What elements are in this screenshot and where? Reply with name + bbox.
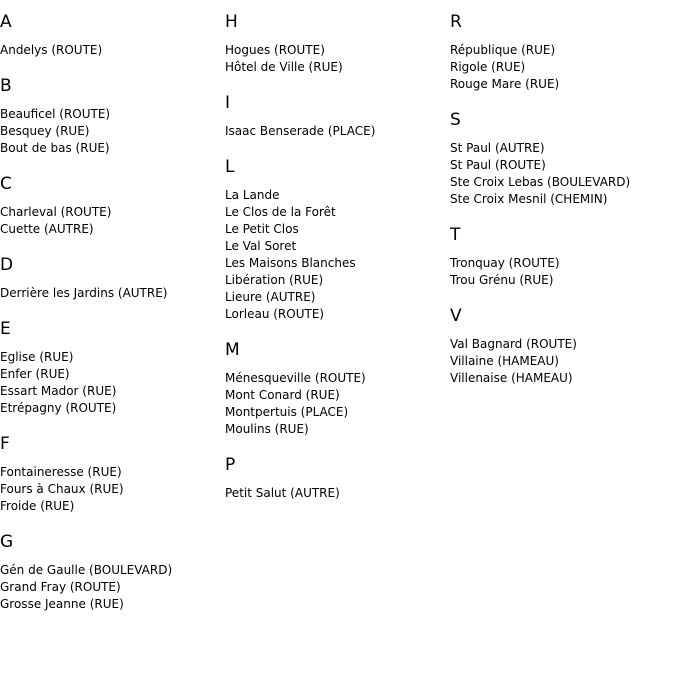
street-list [0, 204, 225, 238]
street-item: Ste Croix Mesnil (CHEMIN) [450, 192, 608, 206]
street-item: Bout de bas (RUE) [0, 141, 110, 155]
street-item: Montpertuis (PLACE) [225, 405, 349, 419]
street-item: La Lande [225, 188, 280, 202]
street-item: Beauficel (ROUTE) [0, 107, 111, 121]
street-list [0, 349, 225, 417]
letter-group [450, 225, 675, 289]
street-item: Le Clos de la Forêt [225, 205, 336, 219]
street-list [450, 42, 675, 93]
letter-heading: C [0, 174, 12, 194]
street-item: Enfer (RUE) [0, 367, 70, 381]
street-item: Rigole (RUE) [450, 60, 526, 74]
street-item: Villaine (HAMEAU) [450, 354, 559, 368]
street-item: Villenaise (HAMEAU) [450, 371, 573, 385]
street-item: Moulins (RUE) [225, 422, 309, 436]
street-item: St Paul (AUTRE) [450, 141, 545, 155]
street-item: Eglise (RUE) [0, 350, 74, 364]
letter-heading: L [225, 157, 235, 177]
letter-group [0, 319, 225, 417]
street-list [225, 370, 450, 438]
street-item: Cuette (AUTRE) [0, 222, 94, 236]
street-index-column-2 [225, 12, 450, 519]
street-item: Tronquay (ROUTE) [450, 256, 560, 270]
street-item: Hogues (ROUTE) [225, 43, 325, 57]
letter-heading: G [0, 532, 14, 552]
letter-heading: R [450, 12, 462, 32]
letter-group [225, 157, 450, 323]
street-item: Libération (RUE) [225, 273, 324, 287]
street-item: Lorleau (ROUTE) [225, 307, 325, 321]
street-list [450, 140, 675, 208]
street-list [0, 562, 225, 613]
letter-group [0, 532, 225, 613]
letter-group [225, 455, 450, 502]
letter-heading: H [225, 12, 238, 32]
street-list [0, 106, 225, 157]
street-list [450, 255, 675, 289]
street-index-column-1 [0, 12, 225, 630]
street-index-column-3 [450, 12, 675, 404]
letter-heading: F [0, 434, 10, 454]
street-item: Etrépagny (ROUTE) [0, 401, 117, 415]
street-list [225, 187, 450, 323]
street-item: Essart Mador (RUE) [0, 384, 117, 398]
street-list [0, 42, 225, 59]
letter-group [0, 255, 225, 302]
letter-group [225, 93, 450, 140]
street-list [0, 464, 225, 515]
letter-group [225, 340, 450, 438]
letter-heading: A [0, 12, 12, 32]
street-item: Grosse Jeanne (RUE) [0, 597, 124, 611]
letter-group [450, 110, 675, 208]
letter-group [0, 12, 225, 59]
letter-group [0, 174, 225, 238]
street-item: Les Maisons Blanches [225, 256, 356, 270]
letter-group [450, 12, 675, 93]
street-item: République (RUE) [450, 43, 556, 57]
street-list [225, 42, 450, 76]
street-item: Ste Croix Lebas (BOULEVARD) [450, 175, 631, 189]
letter-group [0, 76, 225, 157]
letter-heading: B [0, 76, 12, 96]
street-item: Mont Conard (RUE) [225, 388, 340, 402]
street-list [450, 336, 675, 387]
street-list [0, 285, 225, 302]
street-item: Froide (RUE) [0, 499, 75, 513]
street-item: Grand Fray (ROUTE) [0, 580, 121, 594]
street-item: Fontaineresse (RUE) [0, 465, 122, 479]
street-item: Petit Salut (AUTRE) [225, 486, 340, 500]
street-item: Rouge Mare (RUE) [450, 77, 560, 91]
letter-heading: M [225, 340, 240, 360]
street-list [225, 123, 450, 140]
street-item: Gén de Gaulle (BOULEVARD) [0, 563, 173, 577]
letter-heading: S [450, 110, 461, 130]
street-item: Fours à Chaux (RUE) [0, 482, 124, 496]
letter-heading: P [225, 455, 236, 475]
street-item: Val Bagnard (ROUTE) [450, 337, 577, 351]
street-item: Ménesqueville (ROUTE) [225, 371, 366, 385]
letter-heading: T [450, 225, 461, 245]
letter-group [450, 306, 675, 387]
letter-group [225, 12, 450, 76]
street-item: Andelys (ROUTE) [0, 43, 103, 57]
street-item: Besquey (RUE) [0, 124, 90, 138]
street-item: Le Val Soret [225, 239, 297, 253]
letter-heading: V [450, 306, 462, 326]
street-item: Lieure (AUTRE) [225, 290, 316, 304]
street-list [225, 485, 450, 502]
street-item: Isaac Benserade (PLACE) [225, 124, 376, 138]
letter-heading: D [0, 255, 14, 275]
letter-heading: E [0, 319, 11, 339]
street-item: Derrière les Jardins (AUTRE) [0, 286, 168, 300]
street-item: Trou Grénu (RUE) [450, 273, 554, 287]
letter-heading: I [225, 93, 231, 113]
street-item: Le Petit Clos [225, 222, 299, 236]
street-item: Hôtel de Ville (RUE) [225, 60, 343, 74]
street-item: Charleval (ROUTE) [0, 205, 112, 219]
letter-group [0, 434, 225, 515]
street-item: St Paul (ROUTE) [450, 158, 546, 172]
